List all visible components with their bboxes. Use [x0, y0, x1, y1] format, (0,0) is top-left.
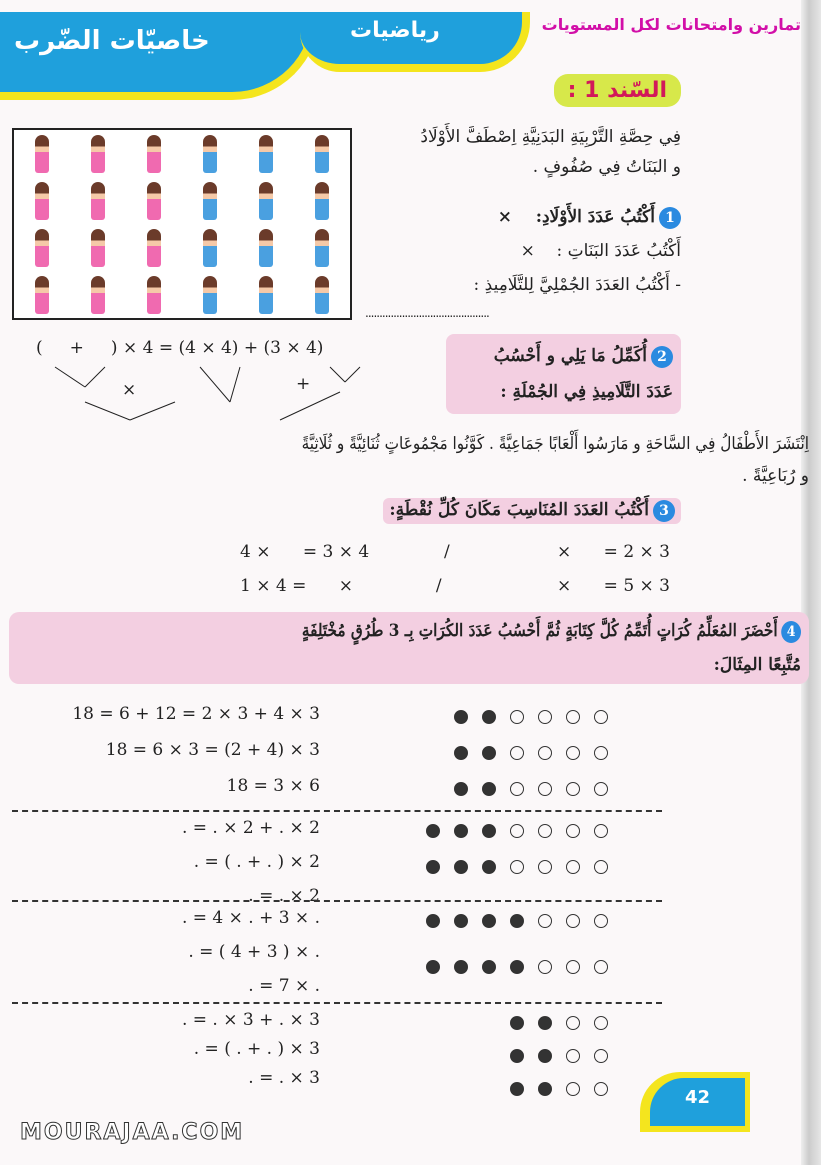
ex3-title-text: أَكْتُبُ العَدَدَ المُنَاسِبَ مَكَانَ كُلِّ نُقْطَةٍ:: [389, 500, 649, 520]
empty-ball: [594, 1082, 608, 1096]
site-label: تمارين وامتحانات لكل المستويات: [541, 15, 801, 34]
girl-figure: [14, 177, 70, 224]
ball-row: [510, 1082, 608, 1096]
lesson-title: خاصيّات الضّرب: [14, 26, 210, 56]
ex2-equation: ( + ) × 4 = (4 × 4) + (3 × 4): [36, 338, 324, 358]
ex2-line: أُكَمِّلُ مَا يَلِي و أَحْسُبُ: [493, 346, 647, 366]
filled-ball: [510, 1082, 524, 1096]
exercise-number: 4: [781, 621, 801, 643]
ex4-title-text: أَحْضَرَ المُعَلِّمُ كُرَاتٍ أُتَمِّمُ كُلَّ كِتَابَةٍ ثُمَّ أَحْسُبُ عَدَدَ الكُرَاتِ بِـ 3 طُرُقٍ مُخْتَلِفَةٍ: [301, 621, 778, 641]
subject-banner: [300, 12, 530, 72]
exercise-number: 3: [653, 500, 675, 522]
ex3-row: [240, 576, 670, 610]
filled-ball: [538, 1016, 552, 1030]
equation: 4 × = 3 × 4: [240, 542, 370, 562]
empty-ball: [566, 860, 580, 874]
boy-figure: [182, 177, 238, 224]
empty-ball: [538, 782, 552, 796]
equation: × = 2 × 3: [524, 542, 670, 562]
filled-ball: [510, 1049, 524, 1063]
empty-ball: [538, 824, 552, 838]
exercise-1: [351, 200, 681, 302]
ex4-equation: . = . × 2: [248, 886, 320, 906]
students-grid: [12, 128, 352, 320]
ex4-equation: . = 4 × . + 3 × .: [181, 908, 320, 928]
empty-ball: [538, 914, 552, 928]
filled-ball: [482, 710, 496, 724]
empty-ball: [566, 746, 580, 760]
ex2-plus: +: [296, 374, 311, 394]
lesson-banner: [0, 12, 320, 100]
page-number: 42: [650, 1078, 745, 1126]
ex2-tree-lines: [40, 362, 380, 422]
boy-figure: [182, 224, 238, 271]
exercise-3-title: [383, 498, 681, 524]
filled-ball: [454, 710, 468, 724]
page-edge: [801, 0, 821, 1165]
girl-figure: [126, 271, 182, 318]
girl-figure: [70, 177, 126, 224]
ball-row: [426, 960, 608, 974]
boy-figure: [294, 271, 350, 318]
ball-row: [426, 914, 608, 928]
filled-ball: [426, 914, 440, 928]
filled-ball: [454, 860, 468, 874]
subject-title: رياضيات: [350, 18, 440, 43]
ball-row: [454, 746, 608, 760]
ex2-times: ×: [122, 380, 137, 400]
boy-figure: [238, 271, 294, 318]
empty-ball: [594, 860, 608, 874]
empty-ball: [566, 1082, 580, 1096]
ex4-equation: . = ( . + . ) × 2: [193, 852, 320, 872]
ex1-line: أَكْتُبُ عَدَدَ الأَوْلَادِ:: [535, 207, 655, 227]
empty-ball: [594, 1016, 608, 1030]
ex4-equation: . = . × 3 + . × 3: [181, 1010, 320, 1030]
filled-ball: [454, 824, 468, 838]
empty-ball: [538, 746, 552, 760]
ex4-title-text: مُتَّبِعًا المِثَالَ:: [713, 655, 801, 675]
empty-ball: [594, 782, 608, 796]
filled-ball: [538, 1049, 552, 1063]
ex4-equation: 18 = 3 × 6: [226, 776, 320, 796]
empty-ball: [510, 860, 524, 874]
group-divider: [12, 810, 662, 812]
ex4-equation: . = 7 × .: [248, 976, 320, 996]
empty-ball: [566, 914, 580, 928]
empty-ball: [594, 1049, 608, 1063]
girl-figure: [126, 177, 182, 224]
ball-row: [510, 1016, 608, 1030]
boy-figure: [238, 177, 294, 224]
intro-text: [420, 122, 681, 182]
empty-ball: [594, 914, 608, 928]
ex3-row: [240, 542, 670, 576]
answer-dotted-line: ............................................: [365, 306, 489, 320]
filled-ball: [510, 914, 524, 928]
girl-figure: [126, 224, 182, 271]
girl-figure: [14, 224, 70, 271]
group-divider: [12, 1002, 662, 1004]
paragraph-line: اِنْتَشَرَ الأَطْفَالُ فِي السَّاحَةِ و مَارَسُوا أَلْعَابًا جَمَاعِيَّةً . كَوَّنُوا مَجْمُوعَاتٍ ثُنَائِيَّةً و ثُلَاثِيَّةً: [301, 434, 809, 454]
girl-figure: [14, 130, 70, 177]
equation: × = 5 × 3: [524, 576, 670, 596]
empty-ball: [566, 710, 580, 724]
times-sign: ×: [520, 241, 535, 261]
boy-figure: [238, 224, 294, 271]
empty-ball: [538, 710, 552, 724]
ex4-equation: . = ( 4 + 3 ) × .: [188, 942, 320, 962]
empty-ball: [594, 710, 608, 724]
ball-row: [454, 710, 608, 724]
equation: 1 × 4 = ×: [240, 576, 353, 596]
empty-ball: [594, 824, 608, 838]
filled-ball: [482, 914, 496, 928]
ex2-line: عَدَدَ التَّلَامِيذِ فِي الجُمْلَةِ :: [500, 382, 673, 402]
ex3-rows: [240, 542, 670, 610]
exercise-number: 2: [651, 346, 673, 368]
empty-ball: [594, 746, 608, 760]
intro-line: و البَنَاتُ فِي صُفُوفٍ .: [532, 157, 681, 177]
boy-figure: [294, 130, 350, 177]
filled-ball: [510, 1016, 524, 1030]
filled-ball: [482, 782, 496, 796]
paragraph: [9, 428, 809, 492]
ex4-equation: . = . × 3: [248, 1068, 320, 1088]
filled-ball: [454, 914, 468, 928]
exercise-number: 1: [659, 207, 681, 229]
empty-ball: [510, 710, 524, 724]
ex4-equation: . = ( . + . ) × 3: [193, 1039, 320, 1059]
times-sign: ×: [497, 207, 513, 227]
ex4-equation: . = . × 2 + . × 2: [181, 818, 320, 838]
empty-ball: [566, 824, 580, 838]
ball-row: [454, 782, 608, 796]
ball-row: [510, 1049, 608, 1063]
empty-ball: [566, 1016, 580, 1030]
empty-ball: [538, 860, 552, 874]
empty-ball: [566, 782, 580, 796]
boy-figure: [294, 177, 350, 224]
girl-figure: [70, 130, 126, 177]
intro-line: فِي حِصَّةِ التَّرْبِيَةِ البَدَنِيَّةِ اِصْطَفَّ الأَوْلَادُ: [420, 127, 681, 147]
ex1-line: - أَكْتُبُ العَدَدَ الجُمْلِيَّ لِلتَّلَامِيذِ :: [473, 275, 681, 295]
empty-ball: [510, 782, 524, 796]
filled-ball: [426, 860, 440, 874]
empty-ball: [538, 960, 552, 974]
girl-figure: [14, 271, 70, 318]
empty-ball: [594, 960, 608, 974]
filled-ball: [482, 824, 496, 838]
exercise-4-title: [9, 612, 809, 684]
boy-figure: [182, 130, 238, 177]
filled-ball: [426, 824, 440, 838]
boy-figure: [238, 130, 294, 177]
boy-figure: [182, 271, 238, 318]
girl-figure: [70, 271, 126, 318]
ex4-equation: 18 = 6 × 3 = (2 + 4) × 3: [105, 740, 320, 760]
empty-ball: [566, 960, 580, 974]
girl-figure: [70, 224, 126, 271]
filled-ball: [482, 746, 496, 760]
group-divider: [12, 900, 662, 902]
separator: /: [435, 576, 442, 596]
ex1-line: أَكْتُبُ عَدَدَ البَنَاتِ :: [556, 241, 681, 261]
paragraph-line: و رُبَاعِيَّةً .: [742, 466, 809, 486]
empty-ball: [510, 746, 524, 760]
boy-figure: [294, 224, 350, 271]
sanad-label: السّند 1 :: [554, 74, 681, 107]
filled-ball: [454, 782, 468, 796]
filled-ball: [454, 960, 468, 974]
empty-ball: [510, 824, 524, 838]
exercise-2-title: [446, 334, 681, 414]
filled-ball: [482, 960, 496, 974]
filled-ball: [426, 960, 440, 974]
ex4-equation: 18 = 6 + 12 = 2 × 3 + 4 × 3: [72, 704, 320, 724]
filled-ball: [454, 746, 468, 760]
filled-ball: [510, 960, 524, 974]
separator: /: [444, 542, 450, 562]
empty-ball: [566, 1049, 580, 1063]
ball-row: [426, 860, 608, 874]
ball-row: [426, 824, 608, 838]
filled-ball: [482, 860, 496, 874]
filled-ball: [538, 1082, 552, 1096]
watermark: MOURAJAA.COM: [20, 1120, 245, 1145]
girl-figure: [126, 130, 182, 177]
